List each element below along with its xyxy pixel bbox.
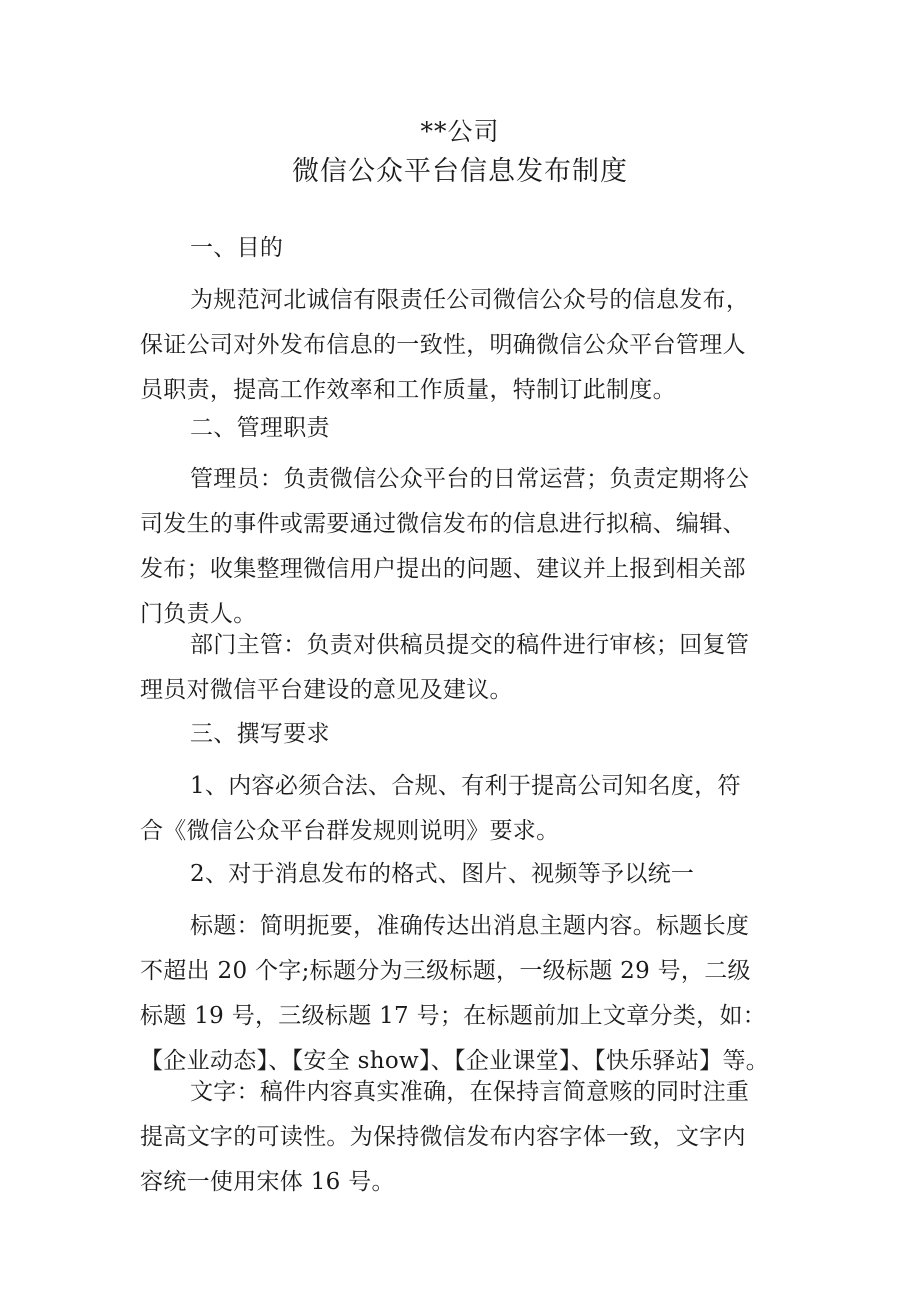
text-line: 员职责，提高工作效率和工作质量，特制订此制度。 bbox=[140, 377, 676, 403]
text-line: 门负责人。 bbox=[140, 601, 257, 627]
document-main-title: 微信公众平台信息发布制度 bbox=[292, 156, 628, 187]
text-line: 管理员：负责微信公众平台的日常运营；负责定期将公 bbox=[190, 466, 750, 492]
text-line: 保证公司对外发布信息的一致性，明确微信公众平台管理人 bbox=[140, 332, 746, 358]
text-line: 理员对微信平台建设的意见及建议。 bbox=[140, 677, 513, 703]
paragraph-requirement-1 bbox=[140, 764, 790, 854]
text-line: 发布；收集整理微信用户提出的问题、建议并上报到相关部 bbox=[140, 556, 746, 582]
paragraph-department-supervisor bbox=[140, 623, 790, 713]
paragraph-purpose bbox=[140, 278, 790, 413]
text-line: 标题 19 号，三级标题 17 号；在标题前加上文章分类，如： bbox=[140, 1003, 767, 1029]
text-line: 文字：稿件内容真实准确，在保持言简意赅的同时注重 bbox=[190, 1079, 750, 1105]
section-heading-responsibilities: 二、管理职责 bbox=[190, 415, 330, 441]
paragraph-title-rules bbox=[140, 904, 790, 1084]
paragraph-text-rules bbox=[140, 1070, 790, 1205]
section-heading-writing-requirements: 三、撰写要求 bbox=[190, 721, 330, 747]
text-line: 2、对于消息发布的格式、图片、视频等予以统一 bbox=[190, 861, 695, 887]
paragraph-requirement-2 bbox=[140, 852, 790, 897]
text-line: 司发生的事件或需要通过微信发布的信息进行拟稿、编辑、 bbox=[140, 511, 746, 537]
text-line: 标题：简明扼要，准确传达出消息主题内容。标题长度 bbox=[190, 913, 750, 939]
text-line: 1、内容必须合法、合规、有利于提高公司知名度，符 bbox=[190, 773, 741, 799]
section-heading-purpose: 一、目的 bbox=[190, 235, 284, 261]
paragraph-administrator bbox=[140, 457, 790, 637]
text-line: 【企业动态】、【安全 show】、【企业课堂】、【快乐驿站】等。 bbox=[140, 1048, 770, 1074]
text-line: 部门主管：负责对供稿员提交的稿件进行审核；回复管 bbox=[190, 632, 750, 658]
text-line: 不超出 20 个字;标题分为三级标题，一级标题 29 号，二级 bbox=[140, 958, 751, 984]
text-line: 提高文字的可读性。为保持微信发布内容字体一致，文字内 bbox=[140, 1124, 746, 1150]
text-line: 容统一使用宋体 16 号。 bbox=[140, 1169, 395, 1195]
text-line: 合《微信公众平台群发规则说明》要求。 bbox=[140, 818, 560, 844]
text-line: 为规范河北诚信有限责任公司微信公众号的信息发布， bbox=[190, 287, 750, 313]
document-company-title: **公司 bbox=[420, 117, 500, 146]
